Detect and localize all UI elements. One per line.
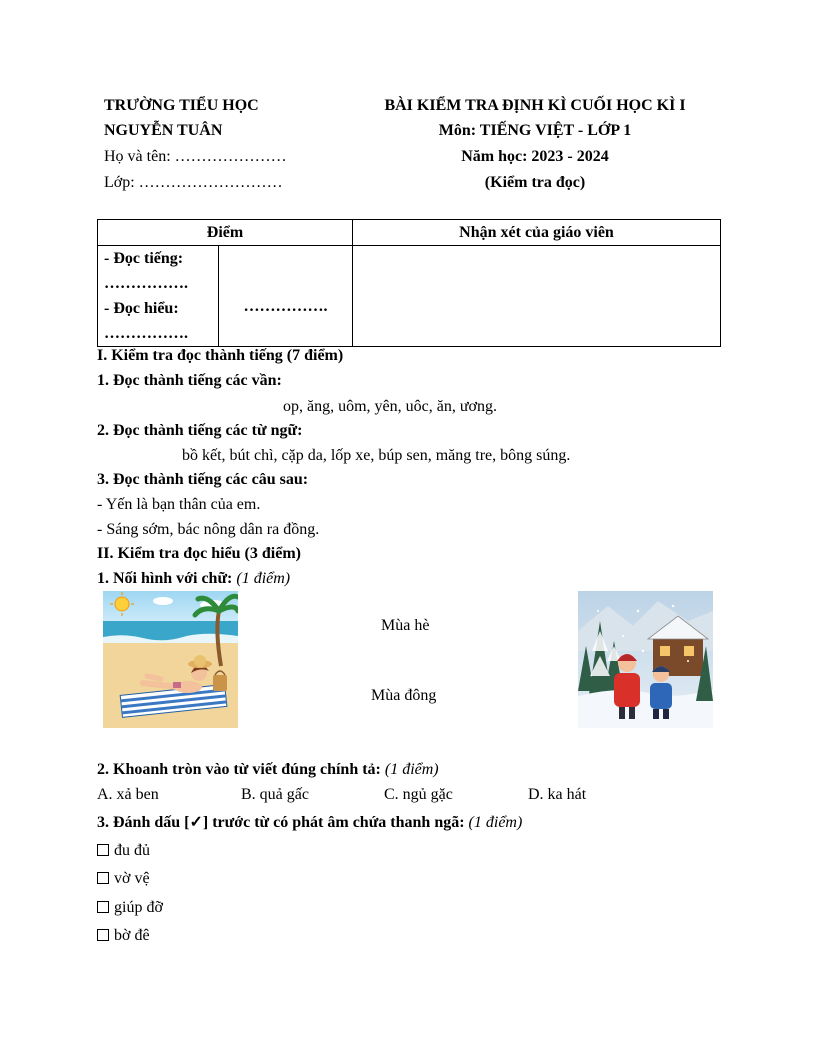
part2-q2-title-row (97, 761, 439, 779)
checkbox-icon[interactable] (97, 929, 109, 941)
part1-q3-line2: - Sáng sớm, bác nông dân ra đồng. (97, 521, 320, 538)
checkbox-icon[interactable] (97, 872, 109, 884)
read-aloud-label: - Đọc tiếng: (104, 250, 184, 267)
exam-subject: Môn: TIẾNG VIỆT - LỚP 1 (438, 122, 632, 139)
part1-q1-title: 1. Đọc thành tiếng các vần: (97, 372, 282, 389)
part1-q3-title: 3. Đọc thành tiếng các câu sau: (97, 471, 309, 488)
part2-q3-points: (1 điểm) (468, 814, 523, 831)
part2-q3-title-row (97, 812, 522, 832)
q3-option-label: đu đủ (114, 842, 150, 859)
q3-option-label: vờ vệ (114, 870, 150, 887)
part2-q2-title: 2. Khoanh tròn vào từ viết đúng chính tả: (97, 761, 381, 778)
q3-option-row[interactable] (97, 870, 150, 888)
student-name-field: Họ và tên: ………………… (104, 148, 287, 165)
q3-option-label: bờ đê (114, 927, 150, 944)
beach-illustration (103, 591, 238, 728)
read-comp-label: - Đọc hiểu: (104, 300, 179, 317)
q2-option-c[interactable]: C. ngủ gặc (384, 786, 453, 803)
school-name-line2: NGUYỄN TUÂN (104, 122, 223, 139)
teacher-comment-cell[interactable] (353, 246, 721, 347)
read-aloud-score[interactable]: ……………. (104, 275, 188, 292)
exam-type: (Kiểm tra đọc) (484, 174, 586, 191)
q3-option-label: giúp đỡ (114, 899, 163, 916)
word-summer[interactable]: Mùa hè (381, 617, 430, 634)
part1-q2-content: bồ kết, bút chì, cặp da, lốp xe, búp sen, măng tre, bông súng. (182, 447, 571, 464)
comment-header: Nhận xét của giáo viên (353, 220, 721, 246)
q3-option-row[interactable] (97, 927, 150, 945)
part2-q1-points: (1 điểm) (236, 570, 291, 587)
q3-option-row[interactable] (97, 842, 150, 860)
part2-q1-title: 1. Nối hình với chữ: (97, 570, 233, 587)
exam-title: BÀI KIỂM TRA ĐỊNH KÌ CUỐI HỌC KÌ I (384, 97, 686, 114)
checkbox-icon[interactable] (97, 844, 109, 856)
q2-option-a[interactable]: A. xả ben (97, 786, 159, 803)
part2-q2-points: (1 điểm) (384, 761, 439, 778)
read-comp-score[interactable]: ……………. (104, 325, 188, 342)
part2-title: II. Kiểm tra đọc hiểu (3 điểm) (97, 545, 301, 562)
q2-option-d[interactable]: D. ka hát (528, 786, 587, 803)
student-class-field: Lớp: ……………………… (104, 174, 283, 191)
winter-picture[interactable] (578, 591, 713, 728)
part1-title: I. Kiểm tra đọc thành tiếng (7 điểm) (97, 347, 344, 364)
score-breakdown-cell (98, 246, 219, 347)
winter-illustration (578, 591, 713, 728)
part1-q1-content: op, ăng, uôm, yên, uôc, ăn, ương. (283, 398, 497, 415)
score-table (97, 219, 721, 347)
beach-summer-picture[interactable] (103, 591, 238, 728)
part2-q1-title-row (97, 570, 290, 588)
q2-option-b[interactable]: B. quả gấc (241, 786, 309, 803)
score-header: Điểm (98, 220, 353, 246)
total-score-cell[interactable] (219, 246, 353, 347)
q3-option-row[interactable] (97, 899, 163, 917)
word-winter[interactable]: Mùa đông (371, 687, 437, 704)
part1-q3-line1: - Yến là bạn thân của em. (97, 496, 261, 513)
part1-q2-title: 2. Đọc thành tiếng các từ ngữ: (97, 422, 303, 439)
part2-q3-title: 3. Đánh dấu [✓] trước từ có phát âm chứa thanh ngã: (97, 814, 465, 831)
school-name-line1: TRƯỜNG TIỂU HỌC (104, 97, 259, 114)
exam-year: Năm học: 2023 - 2024 (461, 148, 609, 165)
total-score-dots: ……………. (243, 298, 328, 315)
checkbox-icon[interactable] (97, 901, 109, 913)
